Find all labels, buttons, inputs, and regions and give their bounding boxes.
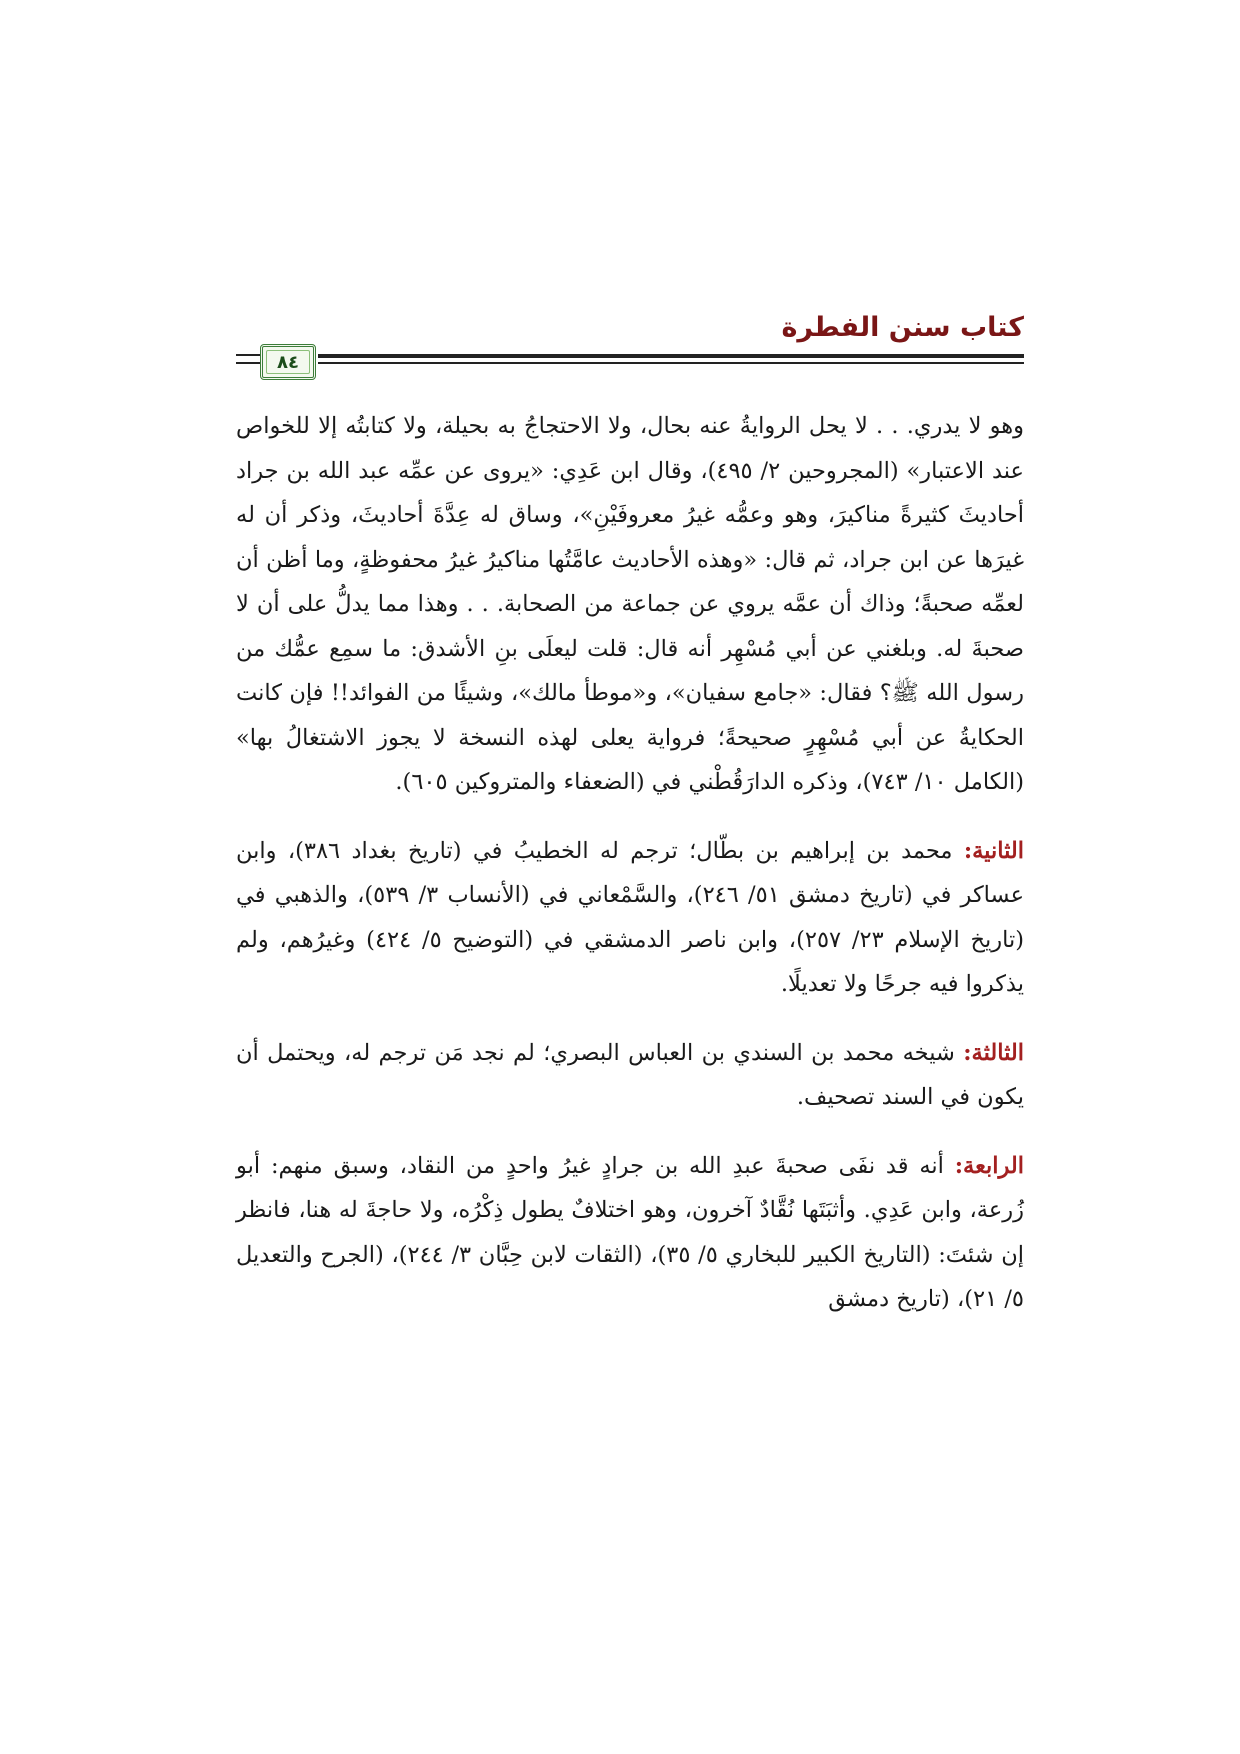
paragraph-2 bbox=[236, 829, 1024, 1007]
paragraph-4-label: الرابعة: bbox=[954, 1152, 1024, 1179]
running-title: كتاب سنن الفطرة bbox=[781, 312, 1024, 343]
header-rule-left-top bbox=[236, 354, 260, 356]
header-rule-left-bottom bbox=[236, 362, 260, 364]
paragraph-3-label: الثالثة: bbox=[963, 1039, 1024, 1066]
paragraph-2-label: الثانية: bbox=[963, 837, 1024, 864]
header-rule-thin bbox=[318, 362, 1024, 364]
page-number-frame bbox=[260, 344, 316, 380]
paragraph-1-text: وهو لا يدري. . . لا يحل الروايةُ عنه بحال، ولا الاحتجاجُ به بحيلة، ولا كتابتُه إلا للخواص عند الاعتبار» (المجروحين ٢/ ٤٩٥)، وقال ابن عَدِي: «يروى عن عمِّه عبد الله بن جراد أحاديثَ كثيرةً مناكيرَ، وهو وعمُّه غيرُ معروفَيْنِ»، وساق له عِدَّةَ أحاديثَ، وذكر أن له غيرَها عن ابن جراد، ثم قال: «وهذه الأحاديث عامَّتُها مناكيرُ غيرُ محفوظةٍ، وما أظن أن لعمِّه صحبةً؛ وذاك أن عمَّه يروي عن جماعة من الصحابة. . . وهذا مما يدلُّ على أن لا صحبةَ له. وبلغني عن أبي مُسْهِر أنه قال: قلت ليعلَى بنِ الأشدق: ما سمِع عمُّك من رسول الله ﷺ؟ فقال: «جامع سفيان»، و«موطأ مالك»، وشيئًا من الفوائد!! فإن كانت الحكايةُ عن أبي مُسْهِرٍ صحيحةً؛ فرواية يعلى لهذه النسخة لا يجوز الاشتغالُ بها» (الكامل ١٠/ ٧٤٣)، وذكره الدارَقُطْني في (الضعفاء والمتروكين ٦٠٥). bbox=[236, 413, 1024, 795]
paragraph-4 bbox=[236, 1144, 1024, 1322]
paragraph-1 bbox=[236, 404, 1024, 805]
page-number: ٨٤ bbox=[277, 351, 299, 373]
main-text bbox=[236, 404, 1024, 1346]
page-header bbox=[236, 312, 1024, 390]
paragraph-3-text: شيخه محمد بن السندي بن العباس البصري؛ لم نجد مَن ترجم له، ويحتمل أن يكون في السند تصحيف. bbox=[236, 1039, 1024, 1110]
header-rule-thick bbox=[318, 354, 1024, 358]
paragraph-2-text: محمد بن إبراهيم بن بطّال؛ ترجم له الخطيبُ في (تاريخ بغداد ٣٨٦)، وابن عساكر في (تاريخ دمشق ٥١/ ٢٤٦)، والسَّمْعاني في (الأنساب ٣/ ٥٣٩)، والذهبي في (تاريخ الإسلام ٢٣/ ٢٥٧)، وابن ناصر الدمشقي في (التوضيح ٥/ ٤٢٤) وغيرُهم، ولم يذكروا فيه جرحًا ولا تعديلًا. bbox=[236, 837, 1025, 997]
paragraph-4-text: أنه قد نفَى صحبةَ عبدِ الله بن جرادٍ غيرُ واحدٍ من النقاد، وسبق منهم: أبو زُرعة، وابن عَدِي. وأثبَتَها نُقَّادٌ آخرون، وهو اختلافٌ يطول ذِكْرُه، ولا حاجةَ له هنا، فانظر إن شئتَ: (التاريخ الكبير للبخاري ٥/ ٣٥)، (الثقات لابن حِبَّان ٣/ ٢٤٤)، (الجرح والتعديل ٥/ ٢١)، (تاريخ دمشق bbox=[236, 1152, 1024, 1312]
paragraph-3 bbox=[236, 1031, 1024, 1120]
